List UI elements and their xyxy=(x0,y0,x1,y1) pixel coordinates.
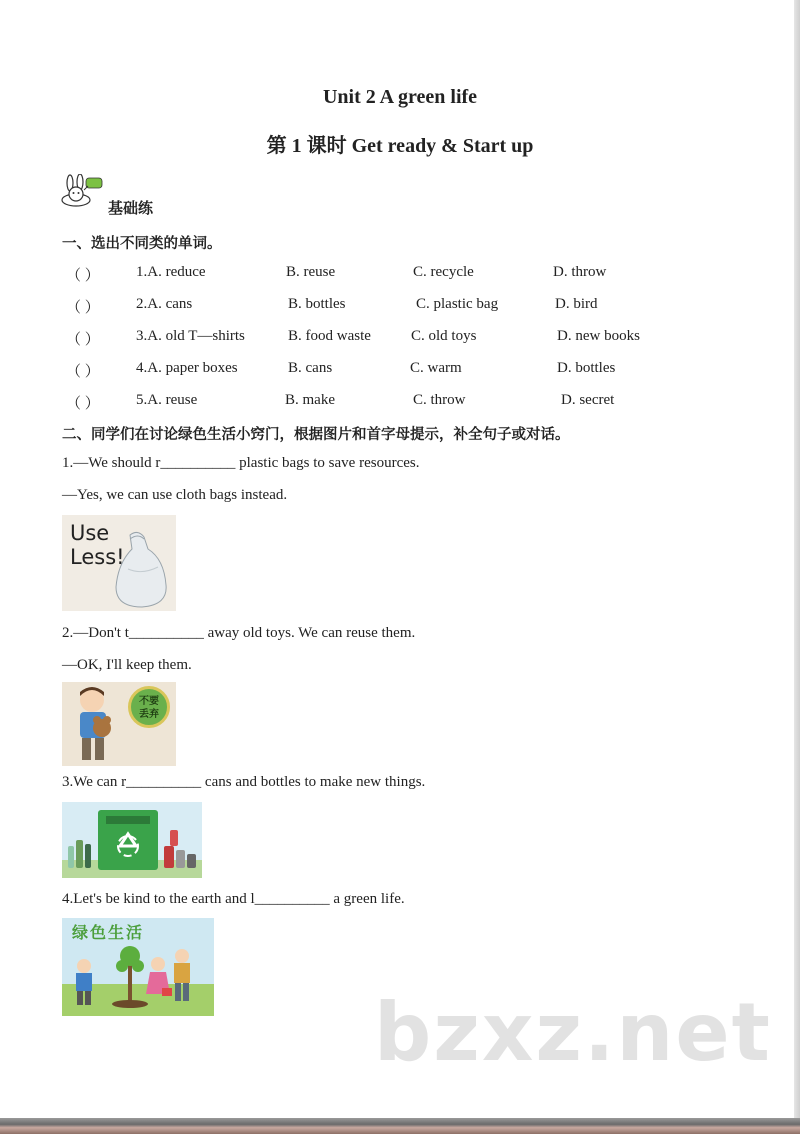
rabbit-logo-icon xyxy=(60,174,106,210)
boy-with-bear-icon xyxy=(66,684,126,766)
option-c: C. throw xyxy=(413,392,466,408)
option-a: 5.A. reuse xyxy=(136,392,198,408)
answer-bracket[interactable]: （ ） xyxy=(66,268,100,284)
option-b: B. make xyxy=(285,392,335,408)
option-b: B. cans xyxy=(288,360,333,376)
option-d: D. bottles xyxy=(557,360,616,376)
part2-heading: 二、同学们在讨论绿色生活小窍门，根据图片和首字母提示，补全句子或对话。 xyxy=(62,427,570,443)
green-life-banner: 绿色生活 xyxy=(72,923,145,942)
children-planting-tree-icon xyxy=(62,918,214,1016)
question-row xyxy=(0,392,800,414)
section-label: 基础练 xyxy=(108,199,154,217)
option-a: 4.A. paper boxes xyxy=(136,360,238,376)
bottom-bar xyxy=(0,1118,800,1134)
part1-heading: 一、选出不同类的单词。 xyxy=(62,236,222,252)
option-b: B. bottles xyxy=(288,296,346,312)
option-d: D. throw xyxy=(553,264,607,280)
page-title: Unit 2 A green life xyxy=(322,86,478,108)
question-row xyxy=(0,264,800,286)
answer-bracket[interactable]: （ ） xyxy=(66,300,100,316)
dont-throw-badge: 不要 丢弃 xyxy=(128,686,170,728)
answer-bracket[interactable]: （ ） xyxy=(66,396,100,412)
option-a: 3.A. old T—shirts xyxy=(136,328,245,344)
option-b: B. food waste xyxy=(288,328,371,344)
watermark: bzxz.net xyxy=(374,986,772,1079)
recycle-bin-picture xyxy=(62,802,202,878)
page-subtitle: 第 1 课时 Get ready & Start up xyxy=(266,135,534,157)
use-less-picture xyxy=(62,515,176,611)
question-row xyxy=(0,296,800,318)
q1-prompt: 1.—We should r__________ plastic bags to save resources. xyxy=(62,455,420,471)
q1-reply: —Yes, we can use cloth bags instead. xyxy=(62,487,288,503)
plastic-bag-icon xyxy=(108,529,174,609)
q2-reply: —OK, I'll keep them. xyxy=(62,657,192,673)
q4-prompt: 4.Let's be kind to the earth and l__________ a green life. xyxy=(62,891,405,907)
option-c: C. old toys xyxy=(411,328,477,344)
green-life-picture xyxy=(62,918,214,1016)
q3-prompt: 3.We can r__________ cans and bottles to make new things. xyxy=(62,774,426,790)
q2-prompt: 2.—Don't t__________ away old toys. We can reuse them. xyxy=(62,625,416,641)
option-c: C. recycle xyxy=(413,264,474,280)
question-row xyxy=(0,360,800,382)
option-c: C. warm xyxy=(410,360,462,376)
option-d: D. new books xyxy=(557,328,640,344)
recycle-bin-icon xyxy=(62,802,202,878)
option-a: 1.A. reduce xyxy=(136,264,206,280)
keep-toys-picture xyxy=(62,682,176,766)
answer-bracket[interactable]: （ ） xyxy=(66,364,100,380)
option-d: D. bird xyxy=(555,296,598,312)
page-edge xyxy=(794,0,800,1118)
option-a: 2.A. cans xyxy=(136,296,193,312)
option-c: C. plastic bag xyxy=(416,296,499,312)
answer-bracket[interactable]: （ ） xyxy=(66,332,100,348)
option-d: D. secret xyxy=(561,392,615,408)
option-b: B. reuse xyxy=(286,264,336,280)
question-row xyxy=(0,328,800,350)
use-less-text: Use Less! xyxy=(70,521,125,569)
